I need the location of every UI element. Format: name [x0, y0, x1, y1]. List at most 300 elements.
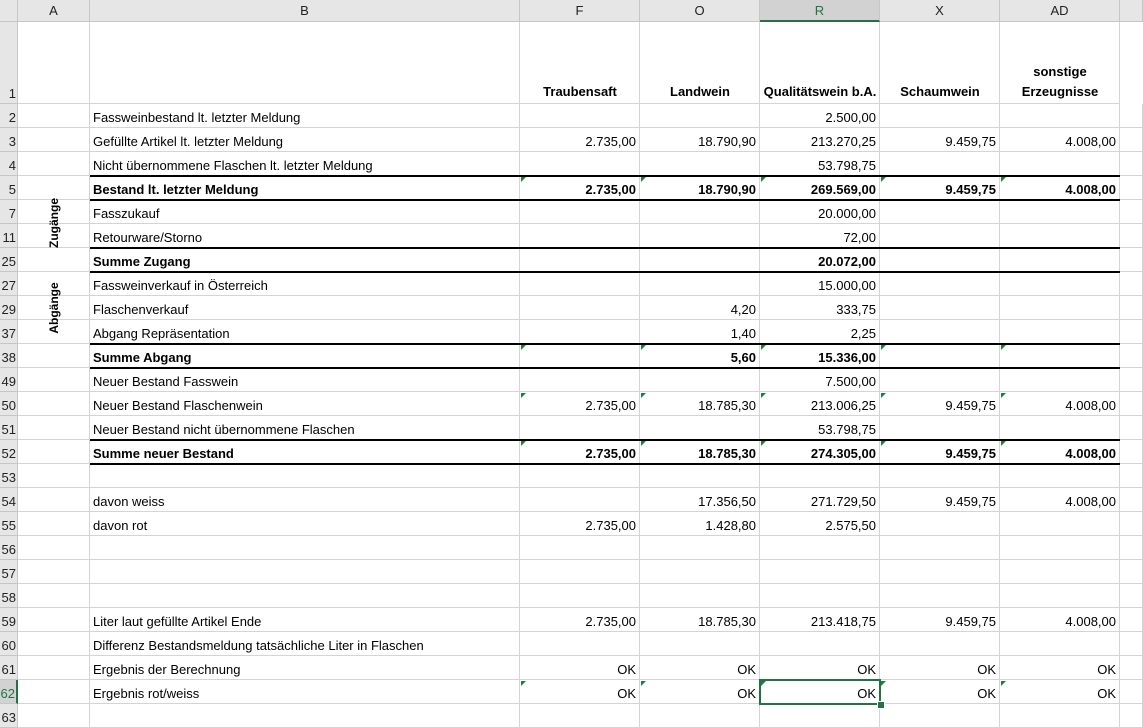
row-label[interactable]	[90, 584, 520, 608]
cell-r[interactable]	[760, 632, 880, 656]
cell-partial[interactable]	[1120, 440, 1143, 464]
cell-f[interactable]	[520, 368, 640, 392]
cell-o[interactable]	[640, 440, 760, 464]
header-landwein: Landwein	[670, 84, 730, 99]
cell-ad[interactable]	[1000, 344, 1120, 368]
cell-partial[interactable]	[1120, 680, 1143, 704]
row-label[interactable]	[90, 560, 520, 584]
cell-r[interactable]	[760, 152, 880, 176]
row-number: 5	[8, 182, 16, 197]
row-header-2[interactable]	[0, 104, 18, 128]
cell-ad[interactable]	[1000, 704, 1120, 728]
column-header-r[interactable]: R	[760, 0, 880, 22]
cell-x[interactable]	[880, 656, 1000, 680]
row-header-60[interactable]	[0, 632, 18, 656]
row-header-27[interactable]	[0, 272, 18, 296]
row-header-63[interactable]	[0, 704, 18, 728]
column-header-b[interactable]: B	[90, 0, 520, 22]
cell-value: OK	[977, 662, 996, 677]
cell-f[interactable]	[520, 416, 640, 440]
cell-x[interactable]	[880, 176, 1000, 200]
cell-x[interactable]	[880, 704, 1000, 728]
cell-ad[interactable]	[1000, 536, 1120, 560]
column-header-partial[interactable]	[1120, 0, 1143, 22]
row-label-text: Nicht übernommene Flaschen lt. letzter Meldung	[93, 158, 373, 173]
row-label[interactable]	[90, 440, 520, 464]
row-label[interactable]	[90, 464, 520, 488]
header-sonstige-line1: sonstige	[1033, 64, 1087, 79]
cell-value: 2.575,50	[825, 518, 876, 533]
row-header-62[interactable]	[0, 680, 18, 704]
row-label-text: Liter laut gefüllte Artikel Ende	[93, 614, 262, 629]
cell-f[interactable]	[520, 152, 640, 176]
row-label[interactable]	[90, 536, 520, 560]
cell-a[interactable]	[18, 104, 90, 128]
cell-a[interactable]	[18, 632, 90, 656]
select-all-corner[interactable]	[0, 0, 18, 22]
row-number: 57	[1, 566, 16, 581]
row-header-38[interactable]	[0, 344, 18, 368]
row-label[interactable]	[90, 416, 520, 440]
cell-f[interactable]	[520, 344, 640, 368]
cell-x[interactable]	[880, 560, 1000, 584]
row-label[interactable]	[90, 272, 520, 296]
error-indicator-icon	[641, 177, 646, 182]
cell-partial[interactable]	[1120, 296, 1143, 320]
error-indicator-icon	[641, 681, 646, 686]
row-label-text: Gefüllte Artikel lt. letzter Meldung	[93, 134, 284, 149]
header-schaumwein: Schaumwein	[900, 84, 980, 99]
cell-value: 7.500,00	[825, 374, 876, 389]
cell-a[interactable]	[18, 440, 90, 464]
cell-o[interactable]	[640, 296, 760, 320]
cell-r[interactable]	[760, 512, 880, 536]
row-label[interactable]	[90, 656, 520, 680]
cell-o[interactable]	[640, 200, 760, 224]
cell-partial[interactable]	[1120, 464, 1143, 488]
summary-border	[90, 367, 1120, 369]
cell-ad[interactable]	[1000, 152, 1120, 176]
row-header-29[interactable]	[0, 296, 18, 320]
cell-r[interactable]	[760, 176, 880, 200]
cell-f[interactable]	[520, 584, 640, 608]
cell-x[interactable]	[880, 296, 1000, 320]
cell-r[interactable]	[760, 272, 880, 296]
cell-f[interactable]	[520, 560, 640, 584]
cell-partial[interactable]	[1120, 104, 1143, 128]
row-label[interactable]	[90, 680, 520, 704]
cell-value: 4.008,00	[1065, 182, 1116, 197]
row-label[interactable]	[90, 320, 520, 344]
cell-value: OK	[617, 686, 636, 701]
cell-o[interactable]	[640, 464, 760, 488]
cell-x[interactable]	[880, 320, 1000, 344]
cell-value: 274.305,00	[810, 446, 876, 461]
cell-value: 9.459,75	[945, 182, 996, 197]
group-label-zugaenge: Zugänge	[47, 198, 61, 248]
cell-a[interactable]	[18, 512, 90, 536]
cell-partial[interactable]	[1120, 200, 1143, 224]
cell-ad[interactable]	[1000, 368, 1120, 392]
cell-a[interactable]	[18, 560, 90, 584]
column-header-x[interactable]: X	[880, 0, 1000, 22]
row-number: 60	[1, 638, 16, 653]
row-header-3[interactable]	[0, 128, 18, 152]
cell-partial[interactable]	[1120, 344, 1143, 368]
cell-o[interactable]	[640, 248, 760, 272]
cell-f[interactable]	[520, 392, 640, 416]
row-number: 49	[1, 374, 16, 389]
cell-ad[interactable]	[1000, 464, 1120, 488]
cell-r[interactable]	[760, 656, 880, 680]
cell-r[interactable]	[760, 536, 880, 560]
row-header-59[interactable]	[0, 608, 18, 632]
row-label[interactable]	[90, 392, 520, 416]
cell-x[interactable]	[880, 584, 1000, 608]
cell-partial[interactable]	[1120, 632, 1143, 656]
cell-r[interactable]	[760, 608, 880, 632]
cell-r[interactable]	[760, 104, 880, 128]
selected-cell-outline	[759, 679, 881, 705]
cell-value: OK	[737, 686, 756, 701]
row-header-51[interactable]	[0, 416, 18, 440]
cell-partial[interactable]	[1120, 560, 1143, 584]
cell-ad[interactable]	[1000, 224, 1120, 248]
cell-x[interactable]	[880, 224, 1000, 248]
cell-o[interactable]	[640, 704, 760, 728]
summary-border	[90, 247, 1120, 249]
fill-handle[interactable]	[877, 701, 885, 709]
cell-r[interactable]	[760, 584, 880, 608]
cell-r[interactable]	[760, 416, 880, 440]
cell-partial[interactable]	[1120, 704, 1143, 728]
cell-o[interactable]	[640, 104, 760, 128]
row-label-text: Summe Abgang	[93, 350, 192, 365]
cell-ad[interactable]	[1000, 416, 1120, 440]
cell-x[interactable]	[880, 128, 1000, 152]
cell-f[interactable]	[520, 632, 640, 656]
row-header-50[interactable]	[0, 392, 18, 416]
cell-a[interactable]	[18, 608, 90, 632]
cell-x[interactable]	[880, 488, 1000, 512]
cell-a[interactable]	[18, 584, 90, 608]
cell-ad[interactable]	[1000, 248, 1120, 272]
cell-value: OK	[1097, 662, 1116, 677]
cell-f[interactable]	[520, 248, 640, 272]
cell-value: 4.008,00	[1065, 398, 1116, 413]
cell-partial[interactable]	[1120, 176, 1143, 200]
column-header-f[interactable]: F	[520, 0, 640, 22]
cell-value: 18.785,30	[698, 398, 756, 413]
cell-ad[interactable]	[1000, 128, 1120, 152]
error-indicator-icon	[521, 393, 526, 398]
cell-o[interactable]	[640, 536, 760, 560]
cell-o[interactable]	[640, 488, 760, 512]
row-label[interactable]	[90, 224, 520, 248]
cell-a[interactable]	[18, 392, 90, 416]
error-indicator-icon	[641, 441, 646, 446]
cell-a[interactable]	[18, 416, 90, 440]
row-label[interactable]	[90, 176, 520, 200]
row-label-text: Differenz Bestandsmeldung tatsächliche Liter in Flaschen	[93, 638, 424, 653]
cell-f[interactable]	[520, 320, 640, 344]
cell-ad[interactable]	[1000, 560, 1120, 584]
cell-a[interactable]	[18, 368, 90, 392]
cell-r[interactable]	[760, 560, 880, 584]
cell-ad[interactable]	[1000, 320, 1120, 344]
cell-o[interactable]	[640, 392, 760, 416]
cell-o[interactable]	[640, 128, 760, 152]
cell-x[interactable]	[880, 392, 1000, 416]
cell-a[interactable]	[18, 176, 90, 200]
cell-partial[interactable]	[1120, 656, 1143, 680]
cell-value: 18.790,90	[698, 134, 756, 149]
cell-o[interactable]	[640, 680, 760, 704]
header-cell	[18, 22, 90, 104]
cell-o[interactable]	[640, 176, 760, 200]
cell-a[interactable]	[18, 248, 90, 272]
cell-r[interactable]	[760, 440, 880, 464]
row-label[interactable]	[90, 200, 520, 224]
row-header-7[interactable]	[0, 200, 18, 224]
cell-f[interactable]	[520, 224, 640, 248]
cell-r[interactable]	[760, 392, 880, 416]
row-label[interactable]	[90, 512, 520, 536]
row-label[interactable]	[90, 344, 520, 368]
cell-a[interactable]	[18, 488, 90, 512]
cell-ad[interactable]	[1000, 584, 1120, 608]
row-number: 11	[2, 230, 16, 245]
cell-a[interactable]	[18, 464, 90, 488]
cell-value: OK	[977, 686, 996, 701]
summary-border	[90, 271, 1120, 273]
cell-partial[interactable]	[1120, 416, 1143, 440]
row-header-4[interactable]	[0, 152, 18, 176]
cell-partial[interactable]	[1120, 128, 1143, 152]
cell-o[interactable]	[640, 632, 760, 656]
cell-a[interactable]	[18, 128, 90, 152]
row-header-53[interactable]	[0, 464, 18, 488]
row-header-54[interactable]	[0, 488, 18, 512]
cell-ad[interactable]	[1000, 632, 1120, 656]
row-label[interactable]	[90, 488, 520, 512]
column-header-a[interactable]: A	[18, 0, 90, 22]
cell-r[interactable]	[760, 320, 880, 344]
cell-ad[interactable]	[1000, 488, 1120, 512]
cell-value: 1,40	[730, 326, 756, 341]
cell-ad[interactable]	[1000, 200, 1120, 224]
row-number: 1	[8, 86, 16, 101]
row-label-text: Fassweinverkauf in Österreich	[93, 278, 268, 293]
row-header-57[interactable]	[0, 560, 18, 584]
cell-r[interactable]	[760, 296, 880, 320]
cell-value: 9.459,75	[945, 134, 996, 149]
cell-partial[interactable]	[1120, 224, 1143, 248]
cell-partial[interactable]	[1120, 368, 1143, 392]
cell-ad[interactable]	[1000, 656, 1120, 680]
cell-a[interactable]	[18, 152, 90, 176]
cell-x[interactable]	[880, 272, 1000, 296]
cell-o[interactable]	[640, 584, 760, 608]
cell-r[interactable]	[760, 224, 880, 248]
cell-o[interactable]	[640, 368, 760, 392]
row-label[interactable]	[90, 632, 520, 656]
cell-x[interactable]	[880, 248, 1000, 272]
row-label[interactable]	[90, 704, 520, 728]
cell-x[interactable]	[880, 344, 1000, 368]
cell-o[interactable]	[640, 344, 760, 368]
cell-f[interactable]	[520, 536, 640, 560]
row-number: 58	[1, 590, 16, 605]
cell-ad[interactable]	[1000, 608, 1120, 632]
cell-x[interactable]	[880, 608, 1000, 632]
row-label-text: Bestand lt. letzter Meldung	[93, 182, 259, 197]
cell-o[interactable]	[640, 512, 760, 536]
row-label[interactable]	[90, 104, 520, 128]
row-header-5[interactable]	[0, 176, 18, 200]
cell-f[interactable]	[520, 680, 640, 704]
cell-f[interactable]	[520, 464, 640, 488]
cell-r[interactable]	[760, 464, 880, 488]
cell-partial[interactable]	[1120, 248, 1143, 272]
cell-a[interactable]	[18, 656, 90, 680]
cell-x[interactable]	[880, 104, 1000, 128]
cell-value: 18.785,30	[698, 614, 756, 629]
cell-ad[interactable]	[1000, 272, 1120, 296]
cell-o[interactable]	[640, 560, 760, 584]
cell-value: 271.729,50	[810, 494, 876, 509]
row-label[interactable]	[90, 248, 520, 272]
cell-ad[interactable]	[1000, 512, 1120, 536]
cell-f[interactable]	[520, 104, 640, 128]
cell-o[interactable]	[640, 416, 760, 440]
cell-r[interactable]	[760, 488, 880, 512]
cell-f[interactable]	[520, 704, 640, 728]
header-sonstige-line2: Erzeugnisse	[1021, 84, 1099, 99]
cell-ad[interactable]	[1000, 104, 1120, 128]
summary-border	[90, 463, 1120, 465]
cell-o[interactable]	[640, 656, 760, 680]
cell-r[interactable]	[760, 200, 880, 224]
cell-value: 4.008,00	[1065, 446, 1116, 461]
cell-value: OK	[1097, 686, 1116, 701]
cell-f[interactable]	[520, 512, 640, 536]
cell-partial[interactable]	[1120, 608, 1143, 632]
cell-a[interactable]	[18, 536, 90, 560]
row-header-25[interactable]	[0, 248, 18, 272]
row-label-text: Flaschenverkauf	[93, 302, 189, 317]
row-header-56[interactable]	[0, 536, 18, 560]
row-header-61[interactable]	[0, 656, 18, 680]
cell-f[interactable]	[520, 440, 640, 464]
cell-x[interactable]	[880, 368, 1000, 392]
row-header-11[interactable]	[0, 224, 18, 248]
header-qualitaetswein: Qualitätswein b.A.	[763, 84, 877, 99]
row-number: 62	[0, 686, 15, 701]
cell-partial[interactable]	[1120, 272, 1143, 296]
cell-o[interactable]	[640, 608, 760, 632]
row-header-52[interactable]	[0, 440, 18, 464]
cell-value: 5,60	[730, 350, 756, 365]
row-label[interactable]	[90, 152, 520, 176]
cell-o[interactable]	[640, 224, 760, 248]
cell-x[interactable]	[880, 416, 1000, 440]
cell-x[interactable]	[880, 680, 1000, 704]
cell-f[interactable]	[520, 296, 640, 320]
row-header-1[interactable]	[0, 22, 18, 104]
row-header-58[interactable]	[0, 584, 18, 608]
cell-o[interactable]	[640, 152, 760, 176]
cell-value: OK	[857, 662, 876, 677]
cell-f[interactable]	[520, 200, 640, 224]
cell-f[interactable]	[520, 176, 640, 200]
row-label[interactable]	[90, 608, 520, 632]
cell-r[interactable]	[760, 128, 880, 152]
cell-f[interactable]	[520, 272, 640, 296]
cell-a[interactable]	[18, 680, 90, 704]
row-header-55[interactable]	[0, 512, 18, 536]
row-label[interactable]	[90, 128, 520, 152]
row-header-49[interactable]	[0, 368, 18, 392]
row-header-37[interactable]	[0, 320, 18, 344]
cell-r[interactable]	[760, 368, 880, 392]
column-header-o[interactable]: O	[640, 0, 760, 22]
cell-partial[interactable]	[1120, 536, 1143, 560]
row-label-text: Neuer Bestand Flaschenwein	[93, 398, 263, 413]
cell-x[interactable]	[880, 200, 1000, 224]
cell-ad[interactable]	[1000, 440, 1120, 464]
group-label-abgaenge: Abgänge	[47, 282, 61, 334]
cell-ad[interactable]	[1000, 392, 1120, 416]
row-label-text: Ergebnis rot/weiss	[93, 686, 200, 701]
cell-ad[interactable]	[1000, 176, 1120, 200]
cell-x[interactable]	[880, 440, 1000, 464]
cell-x[interactable]	[880, 536, 1000, 560]
cell-f[interactable]	[520, 656, 640, 680]
cell-o[interactable]	[640, 272, 760, 296]
cell-o[interactable]	[640, 320, 760, 344]
cell-value: 20.000,00	[818, 206, 876, 221]
cell-partial[interactable]	[1120, 512, 1143, 536]
row-number: 55	[1, 518, 16, 533]
cell-partial[interactable]	[1120, 152, 1143, 176]
row-label[interactable]	[90, 296, 520, 320]
cell-f[interactable]	[520, 488, 640, 512]
cell-a[interactable]	[18, 344, 90, 368]
error-indicator-icon	[881, 345, 886, 350]
cell-r[interactable]	[760, 248, 880, 272]
cell-value: 213.006,25	[810, 398, 876, 413]
cell-r[interactable]	[760, 344, 880, 368]
cell-x[interactable]	[880, 464, 1000, 488]
column-header-ad[interactable]: AD	[1000, 0, 1120, 22]
cell-r[interactable]	[760, 704, 880, 728]
cell-partial[interactable]	[1120, 320, 1143, 344]
cell-f[interactable]	[520, 608, 640, 632]
cell-x[interactable]	[880, 512, 1000, 536]
row-label-text: Abgang Repräsentation	[93, 326, 230, 341]
cell-ad[interactable]	[1000, 680, 1120, 704]
cell-f[interactable]	[520, 128, 640, 152]
row-label[interactable]	[90, 368, 520, 392]
cell-a[interactable]	[18, 704, 90, 728]
cell-partial[interactable]	[1120, 392, 1143, 416]
cell-partial[interactable]	[1120, 488, 1143, 512]
cell-partial[interactable]	[1120, 584, 1143, 608]
cell-x[interactable]	[880, 632, 1000, 656]
cell-ad[interactable]	[1000, 296, 1120, 320]
cell-x[interactable]	[880, 152, 1000, 176]
